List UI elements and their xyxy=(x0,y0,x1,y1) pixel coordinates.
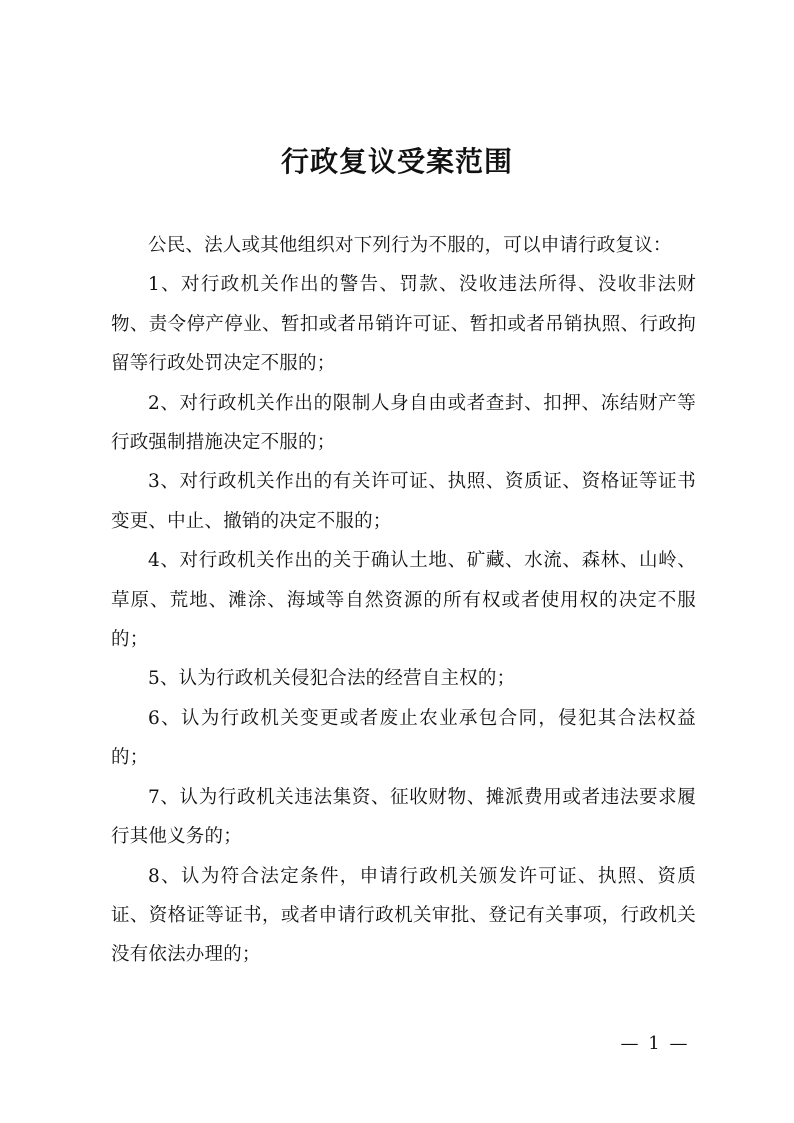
list-item-6: 6、认为行政机关变更或者废止农业承包合同，侵犯其合法权益的； xyxy=(111,707,696,769)
list-item-7: 7、认为行政机关违法集资、征收财物、摊派费用或者违法要求履行其他义务的； xyxy=(111,786,696,848)
document-title: 行政复议受案范围 xyxy=(280,145,513,178)
list-item-2: 2、对行政机关作出的限制人身自由或者查封、扣押、冻结财产等行政强制措施决定不服的； xyxy=(111,392,696,454)
document-body xyxy=(111,226,696,975)
list-item-1: 1、对行政机关作出的警告、罚款、没收违法所得、没收非法财物、责令停产停业、暂扣或者吊销许可证、暂扣或者吊销执照、行政拘留等行政处罚决定不服的； xyxy=(111,274,696,375)
list-item-8: 8、认为符合法定条件，申请行政机关颁发许可证、执照、资质证、资格证等证书，或者申请行政机关审批、登记有关事项，行政机关没有依法办理的； xyxy=(111,865,696,966)
list-item-5: 5、认为行政机关侵犯合法的经营自主权的； xyxy=(148,668,516,690)
list-item-3: 3、对行政机关作出的有关许可证、执照、资质证、资格证等证书变更、中止、撤销的决定不服的； xyxy=(111,471,696,532)
intro-paragraph: 公民、法人或其他组织对下列行为不服的，可以申请行政复议： xyxy=(148,235,672,256)
page-number: — 1 — xyxy=(620,1033,690,1054)
list-item-4: 4、对行政机关作出的关于确认土地、矿藏、水流、森林、山岭、草原、荒地、滩涂、海域等自然资源的所有权或者使用权的决定不服的； xyxy=(111,550,696,651)
